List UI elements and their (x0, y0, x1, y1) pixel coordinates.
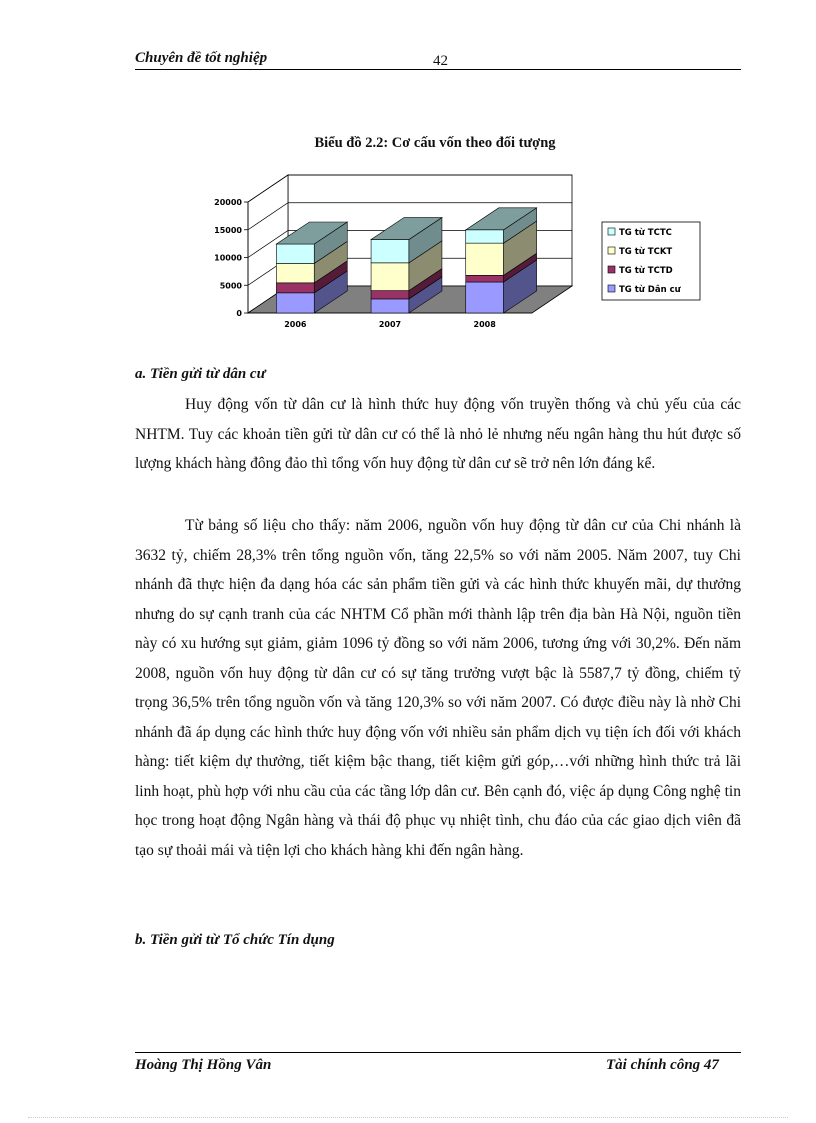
bar-segment-front (466, 230, 504, 243)
legend-swatch (608, 247, 615, 254)
legend-label: TG từ Dân cư (619, 285, 681, 295)
header-rule (135, 69, 741, 70)
legend-label: TG từ TCTD (619, 266, 673, 276)
page-edge (28, 1117, 788, 1118)
chart-legend (602, 222, 700, 300)
bar-segment-front (276, 244, 314, 263)
y-tick-label: 5000 (219, 281, 242, 291)
footer-rule (135, 1052, 741, 1053)
y-tick-label: 15000 (214, 225, 242, 235)
chart-bars (276, 208, 536, 313)
bar-segment-front (466, 243, 504, 275)
section-heading-a: a. Tiền gửi từ dân cư (135, 366, 266, 382)
y-tick-label: 10000 (214, 253, 242, 263)
x-category-label: 2008 (473, 320, 496, 329)
paragraph-2-text: Từ bảng số liệu cho thấy: năm 2006, nguồn vốn huy động từ dân cư của Chi nhánh là 3632 tỷ, chiếm 28,3% trên tổng nguồn vốn, tăng 22,5% so với năm 2005. Năm 2007, tuy Chi nhánh đã thực hiện đa dạng hóa các sản phẩm tiền gửi và các hình thức khuyến mãi, dự thưởng nhưng do sự cạnh tranh của các NHTM Cổ phần mới thành lập trên địa bàn Hà Nội, nguồn tiền này có xu hướng sụt giảm, giảm 1096 tỷ đồng so với năm 2006, tương ứng với 30,2%. Đến năm 2008, nguồn vốn huy động từ dân cư có sự tăng trưởng vượt bậc là 5587,7 tỷ đồng, chiếm tỷ trọng 36,5% trên tổng nguồn vốn và tăng 120,3% so với năm 2007. Có được điều này là nhờ Chi nhánh đã áp dụng các hình thức huy động vốn với nhiều sản phẩm dịch vụ tiện ích đối với khách hàng: tiết kiệm dự thưởng, tiết kiệm bậc thang, tiết kiệm gửi góp,…với những hình thức trả lãi linh hoạt, phù hợp với nhu cầu của các tầng lớp dân cư. Bên cạnh đó, việc áp dụng Công nghệ tin học trong hoạt động Ngân hàng và thái độ phục vụ nhiệt tình, chu đáo của các giao dịch viên đã tạo sự thoải mái và tiện lợi cho khách hàng khi đến ngân hàng. (135, 517, 741, 859)
bar-segment-front (371, 240, 409, 263)
paragraph-1-text: Huy động vốn từ dân cư là hình thức huy động vốn truyền thống và chủ yếu của các NHTM. Tuy các khoản tiền gửi từ dân cư có thể là nhỏ lẻ nhưng nếu ngân hàng thu hút được số lượng khách hàng đông đảo thì tổng vốn huy động từ dân cư sẽ trở nên lớn đáng kể. (135, 396, 741, 472)
header-title: Chuyên đề tốt nghiệp (135, 50, 268, 66)
x-category-label: 2006 (284, 320, 307, 329)
chart-title: Biểu đồ 2.2: Cơ cấu vốn theo đối tượng (314, 135, 556, 151)
bar-segment-front (371, 291, 409, 299)
bar-segment-front (466, 282, 504, 313)
paragraph-2 (135, 511, 741, 865)
legend-label: TG từ TCKT (619, 247, 673, 257)
paragraph-1 (135, 390, 741, 479)
bar-segment-front (371, 263, 409, 291)
legend-swatch (608, 285, 615, 292)
bar-segment-front (276, 283, 314, 293)
bar-segment-front (276, 293, 314, 313)
section-heading-b: b. Tiền gửi từ Tổ chức Tín dụng (135, 932, 335, 948)
x-category-label: 2007 (378, 320, 402, 329)
legend-swatch (608, 228, 615, 235)
page-number: 42 (433, 53, 448, 69)
footer-author: Hoàng Thị Hồng Vân (135, 1057, 272, 1073)
bar-segment-front (466, 275, 504, 282)
footer-class-label: Tài chính công 47 (606, 1057, 719, 1073)
bar-segment-front (371, 299, 409, 313)
legend-swatch (608, 266, 615, 273)
y-tick-label: 20000 (214, 198, 242, 207)
stacked-bar-chart (190, 170, 710, 340)
bar-segment-front (276, 263, 314, 282)
y-tick-label: 0 (236, 309, 242, 318)
legend-label: TG từ TCTC (619, 228, 672, 238)
